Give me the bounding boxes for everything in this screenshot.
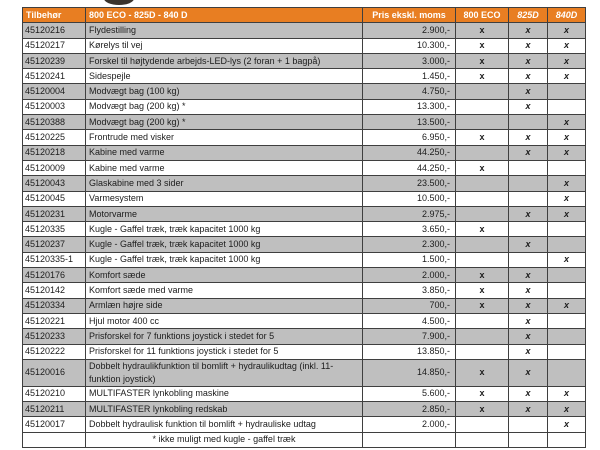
item-number: 45120210 bbox=[23, 386, 86, 401]
mark-800eco: x bbox=[456, 53, 509, 68]
item-description: MULTIFASTER lynkobling redskab bbox=[86, 402, 363, 417]
mark-800eco bbox=[456, 417, 509, 432]
item-price: 2.975,- bbox=[363, 206, 456, 221]
header-tilbehor: Tilbehør bbox=[23, 8, 86, 23]
table-row bbox=[23, 23, 586, 38]
item-number: 45120231 bbox=[23, 206, 86, 221]
item-number: 45120225 bbox=[23, 130, 86, 145]
mark-825d: x bbox=[509, 84, 548, 99]
mark-840d: x bbox=[548, 145, 586, 160]
footnote-empty-840d bbox=[548, 432, 586, 447]
mark-825d bbox=[509, 176, 548, 191]
item-price: 10.300,- bbox=[363, 38, 456, 53]
item-number: 45120335-1 bbox=[23, 252, 86, 267]
item-number: 45120016 bbox=[23, 359, 86, 386]
table-row bbox=[23, 386, 586, 401]
item-description: Kugle - Gaffel træk, træk kapacitet 1000 kg bbox=[86, 252, 363, 267]
item-price: 7.900,- bbox=[363, 329, 456, 344]
mark-840d bbox=[548, 237, 586, 252]
footnote-row bbox=[23, 432, 586, 447]
item-description: Prisforskel for 11 funktions joystick i stedet for 5 bbox=[86, 344, 363, 359]
mark-840d: x bbox=[548, 252, 586, 267]
item-description: Modvægt bag (200 kg) * bbox=[86, 99, 363, 114]
item-number: 45120216 bbox=[23, 23, 86, 38]
header-840d: 840D bbox=[548, 8, 586, 23]
item-description: Hjul motor 400 cc bbox=[86, 313, 363, 328]
item-price: 13.300,- bbox=[363, 99, 456, 114]
mark-800eco bbox=[456, 115, 509, 130]
mark-825d: x bbox=[509, 23, 548, 38]
footnote-empty-price bbox=[363, 432, 456, 447]
item-price: 44.250,- bbox=[363, 145, 456, 160]
item-price: 14.850,- bbox=[363, 359, 456, 386]
mark-800eco: x bbox=[456, 38, 509, 53]
item-description: Motorvarme bbox=[86, 206, 363, 221]
mark-800eco bbox=[456, 252, 509, 267]
table-row bbox=[23, 417, 586, 432]
table-row bbox=[23, 283, 586, 298]
item-description: Forskel til højtydende arbejds-LED-lys (2 foran + 1 bagpå) bbox=[86, 53, 363, 68]
item-number: 45120003 bbox=[23, 99, 86, 114]
mark-840d: x bbox=[548, 191, 586, 206]
mark-840d: x bbox=[548, 115, 586, 130]
item-description: Komfort sæde bbox=[86, 268, 363, 283]
item-price: 13.500,- bbox=[363, 115, 456, 130]
mark-800eco: x bbox=[456, 298, 509, 313]
table-row bbox=[23, 38, 586, 53]
item-number: 45120004 bbox=[23, 84, 86, 99]
mark-800eco bbox=[456, 84, 509, 99]
table-row bbox=[23, 329, 586, 344]
mark-800eco: x bbox=[456, 160, 509, 175]
mark-800eco bbox=[456, 344, 509, 359]
mark-825d: x bbox=[509, 237, 548, 252]
item-number: 45120211 bbox=[23, 402, 86, 417]
mark-840d bbox=[548, 359, 586, 386]
item-price: 2.900,- bbox=[363, 23, 456, 38]
table-row bbox=[23, 298, 586, 313]
mark-800eco bbox=[456, 313, 509, 328]
mark-800eco: x bbox=[456, 268, 509, 283]
mark-800eco: x bbox=[456, 359, 509, 386]
item-number: 45120237 bbox=[23, 237, 86, 252]
mark-825d bbox=[509, 191, 548, 206]
mark-840d bbox=[548, 99, 586, 114]
mark-840d: x bbox=[548, 386, 586, 401]
item-description: Komfort sæde med varme bbox=[86, 283, 363, 298]
table-row bbox=[23, 115, 586, 130]
item-description: Frontrude med visker bbox=[86, 130, 363, 145]
item-price: 10.500,- bbox=[363, 191, 456, 206]
item-price: 23.500,- bbox=[363, 176, 456, 191]
mark-800eco: x bbox=[456, 222, 509, 237]
item-number: 45120045 bbox=[23, 191, 86, 206]
table-row bbox=[23, 344, 586, 359]
item-number: 45120218 bbox=[23, 145, 86, 160]
mark-840d: x bbox=[548, 402, 586, 417]
item-price: 2.850,- bbox=[363, 402, 456, 417]
mark-825d: x bbox=[509, 268, 548, 283]
table-row bbox=[23, 237, 586, 252]
item-price: 700,- bbox=[363, 298, 456, 313]
table-row bbox=[23, 402, 586, 417]
item-number: 45120009 bbox=[23, 160, 86, 175]
item-number: 45120388 bbox=[23, 115, 86, 130]
item-number: 45120335 bbox=[23, 222, 86, 237]
mark-800eco: x bbox=[456, 69, 509, 84]
mark-825d: x bbox=[509, 130, 548, 145]
mark-825d: x bbox=[509, 329, 548, 344]
item-number: 45120221 bbox=[23, 313, 86, 328]
mark-825d: x bbox=[509, 298, 548, 313]
item-price: 5.600,- bbox=[363, 386, 456, 401]
item-price: 3.650,- bbox=[363, 222, 456, 237]
item-number: 45120176 bbox=[23, 268, 86, 283]
item-number: 45120239 bbox=[23, 53, 86, 68]
table-row bbox=[23, 84, 586, 99]
item-description: Kugle - Gaffel træk, træk kapacitet 1000 kg bbox=[86, 222, 363, 237]
mark-800eco: x bbox=[456, 386, 509, 401]
mark-800eco: x bbox=[456, 402, 509, 417]
mark-840d: x bbox=[548, 23, 586, 38]
table-row bbox=[23, 160, 586, 175]
mark-800eco bbox=[456, 145, 509, 160]
item-price: 2.300,- bbox=[363, 237, 456, 252]
item-number: 45120334 bbox=[23, 298, 86, 313]
item-price: 13.850,- bbox=[363, 344, 456, 359]
item-description: Kabine med varme bbox=[86, 145, 363, 160]
item-number: 45120222 bbox=[23, 344, 86, 359]
mark-800eco bbox=[456, 176, 509, 191]
item-number: 45120142 bbox=[23, 283, 86, 298]
accessories-price-table bbox=[22, 7, 586, 448]
item-description: Modvægt bag (200 kg) * bbox=[86, 115, 363, 130]
item-price: 2.000,- bbox=[363, 268, 456, 283]
mark-825d: x bbox=[509, 145, 548, 160]
mark-825d: x bbox=[509, 402, 548, 417]
footnote-empty-800eco bbox=[456, 432, 509, 447]
mark-840d: x bbox=[548, 206, 586, 221]
item-description: Flydestilling bbox=[86, 23, 363, 38]
table-row bbox=[23, 206, 586, 221]
mark-840d: x bbox=[548, 130, 586, 145]
item-description: Kabine med varme bbox=[86, 160, 363, 175]
item-price: 6.950,- bbox=[363, 130, 456, 145]
item-price: 44.250,- bbox=[363, 160, 456, 175]
mark-825d bbox=[509, 115, 548, 130]
footnote-text: * ikke muligt med kugle - gaffel træk bbox=[86, 432, 363, 447]
mark-800eco bbox=[456, 99, 509, 114]
item-description: Dobbelt hydraulisk funktion til bomlift + hydrauliske udtag bbox=[86, 417, 363, 432]
item-number: 45120043 bbox=[23, 176, 86, 191]
footnote-empty-id bbox=[23, 432, 86, 447]
table-row bbox=[23, 176, 586, 191]
mark-825d: x bbox=[509, 386, 548, 401]
header-models: 800 ECO - 825D - 840 D bbox=[86, 8, 363, 23]
mark-825d: x bbox=[509, 38, 548, 53]
item-number: 45120241 bbox=[23, 69, 86, 84]
mark-800eco: x bbox=[456, 283, 509, 298]
mark-825d bbox=[509, 417, 548, 432]
mark-840d bbox=[548, 268, 586, 283]
item-price: 3.000,- bbox=[363, 53, 456, 68]
header-825d: 825D bbox=[509, 8, 548, 23]
cutoff-logo-fragment bbox=[104, 0, 134, 5]
mark-800eco: x bbox=[456, 130, 509, 145]
mark-825d bbox=[509, 160, 548, 175]
mark-840d bbox=[548, 160, 586, 175]
item-description: Kugle - Gaffel træk, træk kapacitet 1000 kg bbox=[86, 237, 363, 252]
mark-800eco bbox=[456, 191, 509, 206]
mark-840d bbox=[548, 313, 586, 328]
table-row bbox=[23, 359, 586, 386]
item-number: 45120233 bbox=[23, 329, 86, 344]
mark-840d: x bbox=[548, 417, 586, 432]
mark-840d: x bbox=[548, 298, 586, 313]
item-price: 2.000,- bbox=[363, 417, 456, 432]
mark-800eco bbox=[456, 237, 509, 252]
mark-825d bbox=[509, 222, 548, 237]
item-description: Modvægt bag (100 kg) bbox=[86, 84, 363, 99]
mark-840d bbox=[548, 283, 586, 298]
item-price: 4.750,- bbox=[363, 84, 456, 99]
item-description: Varmesystem bbox=[86, 191, 363, 206]
mark-840d: x bbox=[548, 38, 586, 53]
item-price: 4.500,- bbox=[363, 313, 456, 328]
table-row bbox=[23, 252, 586, 267]
mark-840d bbox=[548, 84, 586, 99]
item-description: Armlæn højre side bbox=[86, 298, 363, 313]
mark-825d: x bbox=[509, 206, 548, 221]
mark-840d: x bbox=[548, 176, 586, 191]
mark-825d: x bbox=[509, 69, 548, 84]
item-description: Dobbelt hydraulikfunktion til bomlift + hydraulikudtag (inkl. 11-funktion joystick) bbox=[86, 359, 363, 386]
table-row bbox=[23, 53, 586, 68]
mark-840d bbox=[548, 222, 586, 237]
item-price: 1.450,- bbox=[363, 69, 456, 84]
item-number: 45120017 bbox=[23, 417, 86, 432]
table-row bbox=[23, 191, 586, 206]
mark-800eco bbox=[456, 206, 509, 221]
mark-840d bbox=[548, 344, 586, 359]
mark-825d: x bbox=[509, 99, 548, 114]
header-800eco: 800 ECO bbox=[456, 8, 509, 23]
item-description: Kørelys til vej bbox=[86, 38, 363, 53]
table-row bbox=[23, 222, 586, 237]
item-description: Glaskabine med 3 sider bbox=[86, 176, 363, 191]
table-row bbox=[23, 313, 586, 328]
table-row bbox=[23, 145, 586, 160]
item-description: Prisforskel for 7 funktions joystick i stedet for 5 bbox=[86, 329, 363, 344]
table-row bbox=[23, 99, 586, 114]
mark-840d: x bbox=[548, 53, 586, 68]
item-price: 3.850,- bbox=[363, 283, 456, 298]
mark-825d: x bbox=[509, 283, 548, 298]
mark-825d: x bbox=[509, 53, 548, 68]
item-description: MULTIFASTER lynkobling maskine bbox=[86, 386, 363, 401]
mark-840d: x bbox=[548, 69, 586, 84]
footnote-empty-825d bbox=[509, 432, 548, 447]
mark-825d: x bbox=[509, 313, 548, 328]
mark-825d: x bbox=[509, 359, 548, 386]
header-row bbox=[23, 8, 586, 23]
item-description: Sidespejle bbox=[86, 69, 363, 84]
header-price: Pris ekskl. moms bbox=[363, 8, 456, 23]
table-row bbox=[23, 69, 586, 84]
mark-800eco bbox=[456, 329, 509, 344]
item-number: 45120217 bbox=[23, 38, 86, 53]
mark-825d bbox=[509, 252, 548, 267]
mark-840d bbox=[548, 329, 586, 344]
table-row bbox=[23, 130, 586, 145]
mark-800eco: x bbox=[456, 23, 509, 38]
table-row bbox=[23, 268, 586, 283]
mark-825d: x bbox=[509, 344, 548, 359]
item-price: 1.500,- bbox=[363, 252, 456, 267]
